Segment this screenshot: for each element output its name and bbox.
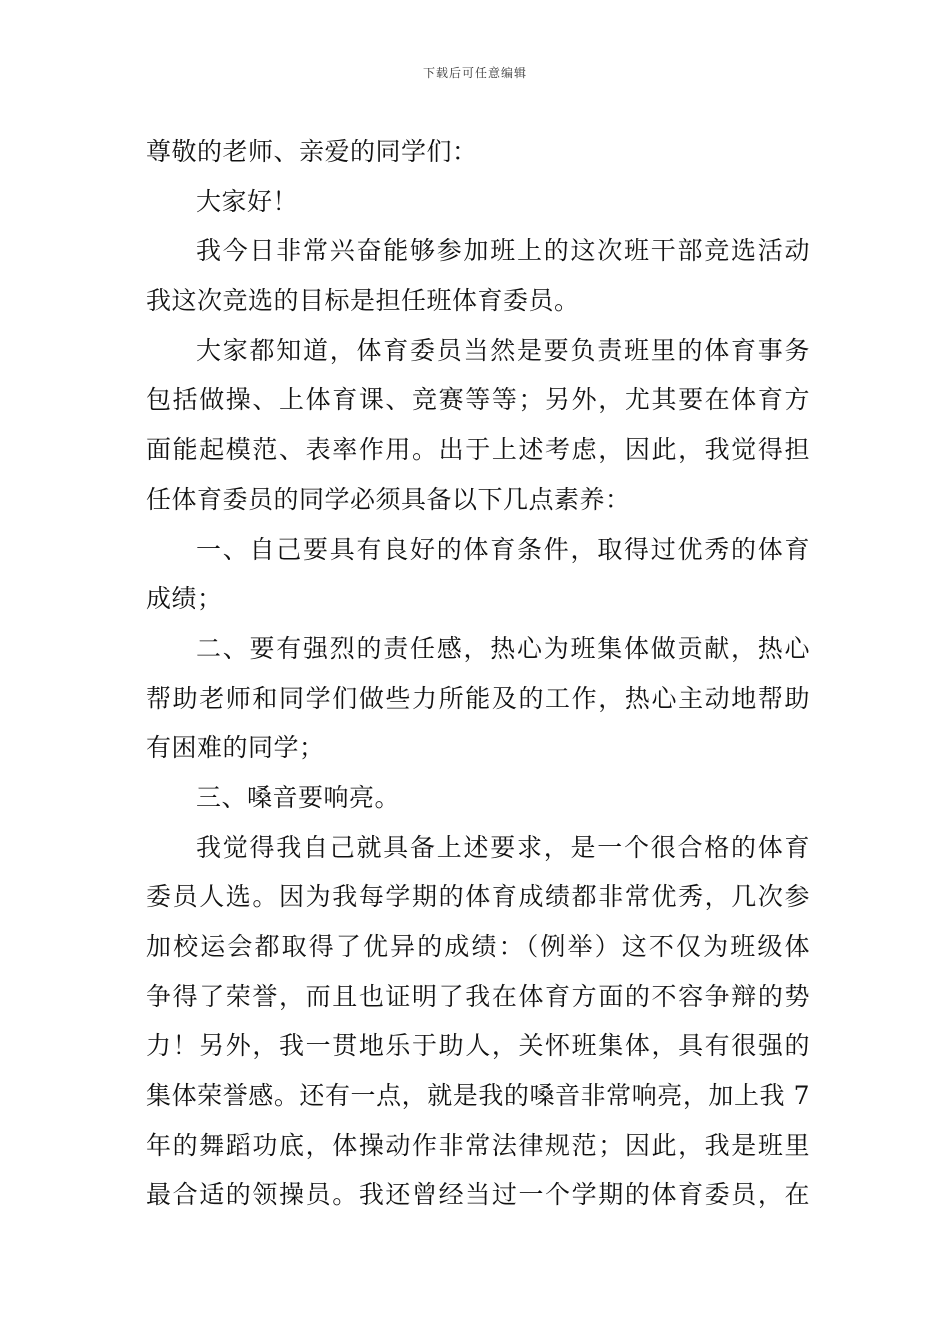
text-line: 我这次竞选的目标是担任班体育委员。 [146, 286, 580, 316]
text-line: 包括做操、上体育课、竞赛等等；另外，尤其要在体育方 [146, 385, 810, 415]
text-line: 三、嗓音要响亮。 [196, 782, 401, 812]
text-line: 争得了荣誉，而且也证明了我在体育方面的不容争辩的势 [146, 981, 810, 1011]
text-line: 成绩； [146, 584, 223, 614]
text-line: 面能起模范、表率作用。出于上述考虑，因此，我觉得担 [146, 435, 810, 465]
text-line: 任体育委员的同学必须具备以下几点素养： [146, 484, 631, 514]
text-line: 年的舞蹈功底，体操动作非常法律规范；因此，我是班里 [146, 1130, 810, 1160]
text-line: 集体荣誉感。还有一点，就是我的嗓音非常响亮，加上我 7 [146, 1081, 810, 1111]
text-line: 我觉得我自己就具备上述要求，是一个很合格的体育 [196, 832, 810, 862]
document-body [146, 127, 810, 1220]
text-line: 大家都知道，体育委员当然是要负责班里的体育事务 [196, 335, 810, 365]
text-line: 最合适的领操员。我还曾经当过一个学期的体育委员，在 [146, 1180, 810, 1210]
text-line: 力！另外，我一贯地乐于助人，关怀班集体，具有很强的 [146, 1031, 810, 1061]
text-line: 帮助老师和同学们做些力所能及的工作，热心主动地帮助 [146, 683, 810, 713]
text-line: 加校运会都取得了优异的成绩：（例举）这不仅为班级体 [146, 932, 810, 961]
text-line: 二、要有强烈的责任感，热心为班集体做贡献，热心 [196, 633, 810, 663]
page-header-note: 下载后可任意编辑 [422, 66, 527, 80]
text-line: 我今日非常兴奋能够参加班上的这次班干部竞选活动 [196, 236, 810, 266]
text-line: 一、自己要具有良好的体育条件，取得过优秀的体育 [196, 534, 810, 564]
text-line: 尊敬的老师、亲爱的同学们： [146, 137, 478, 166]
text-line: 大家好！ [196, 186, 299, 216]
text-line: 有困难的同学； [146, 733, 325, 763]
text-line: 委员人选。因为我每学期的体育成绩都非常优秀，几次参 [146, 882, 810, 912]
